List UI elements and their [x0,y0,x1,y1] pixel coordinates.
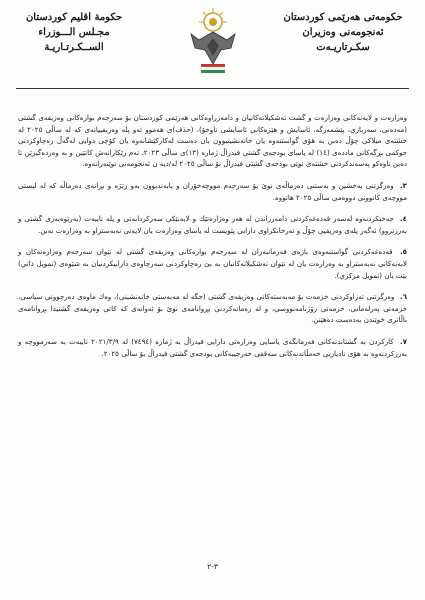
letterhead-kurdish [273,10,413,55]
letterhead-kurdish-line-1: حكومەتی هەرێمی كوردستان [283,12,403,23]
header-divider [16,88,409,89]
letterhead-arabic-line-1: حكومة اقليم كوردستان [25,12,123,23]
letterhead-arabic [14,10,134,55]
kurdistan-emblem-icon [183,4,243,76]
paragraph-number: ٦. [399,292,407,302]
paragraph [18,246,407,281]
paragraph [18,213,407,236]
paragraph-number: ٣. [399,180,407,190]
document-body [18,112,407,369]
letterhead-kurdish-line-2: ئەنجومەنی وەزیران [302,27,384,38]
paragraph-text: كاركردن بە گشتاندنەكانی فەرمانگەی یاسایی وەزارەتی دارایی فیدراڵ بە ژمارە (٧٤٩٤) لە ٢٠٢١/٣/٩ تایبەت بە سەرمووچە و بەرزكردنەوە بە هۆی نادیاریی خەمڵاندنەكانی سەقفی خەرجییەكانی بودجەی گشتی فیدراڵ بۆ ساڵی ٢٠٢٥. [18,336,407,358]
paragraph-number: ٤. [399,214,407,224]
page-number: ٣-٢ [207,562,218,571]
paragraph [18,180,407,203]
paragraph [18,112,407,170]
paragraph [18,336,407,359]
paragraph-number: ٥. [399,247,407,257]
paragraph-text: قەدەغەكردنی گواستنەوەی بازەی فەرمانبەران لە سەرجەم بوارەكانی وەزیفەی گشتی لە نێوان سەرجەم وەزارەتەكان و لایەنەكانی نەبەستراو بە وەزارەت یان لە نێوان تەشكیلاتەكانیان بە بێ رەچاوكردنی سەرچاوەی داراییكردنیان بە شێوەی (تمویل ذاتي) بێت یان (تمويل مركزي). [18,247,407,280]
paragraph [18,291,407,326]
paragraph-text: وەرگرتنی بەخشین و بەستنی دەرماڵەی نوێ بۆ سەرجەم مووچەخۆران و پابەندبوون بەو رێژە و بڕانەی دەرماڵە كە لە لیستی مووچەی كانوونی دووەمی ساڵی ٢٠٢٥ هاتووە. [18,180,407,202]
paragraph-text: وەزارەت و لایەنەكانی وەزارەت و گشت تەشكیلاتەكانیان و دامەزراوەكانی هەرێمی كوردستان بۆ سەرجەم بوارەكانی وەزیفەی گشتی (مەدەنی، سەربازی، پێشمەرگە، ئاسایش و هێزەكانی ئاسایشی ناوخۆ)، (حذف)ی هەموو ئەو پلە وەزیفیيانەی كە لە ساڵی ٢٠٢٥ لە خشتەی میلاكی چۆڵ دەبن بە هۆی گواستنەوە یان خانەنشینبوون یان دەست لەكاركێشانەوە یان كۆچی دوایی لەگەڵ رەچاوكردنی حوكمی بڕگەكانی ماددەی (١٤) لە یاسای بودجەی گشتی فیدراڵ ژمارە (١٣)ی ساڵی ٢٠٢٣. تەم رێكارانەش كاتێین و بە وەردەگیرێن تا دەبن تاوەكو پەسەندكردنی خشتەی نوێی بودجەی گشتی فیدراڵ بۆ ساڵی ٢٠٢٥ لە/دیە ن ئەنجومەنی نوێنەرانەوە. [18,113,408,169]
letterhead-arabic-line-2: مجـلس الـــوزراء [38,27,110,38]
letterhead-kurdish-line-3: سكـرتاریـەت [316,42,370,53]
letterhead-arabic-line-3: الســكـرتـاريـة [44,42,104,53]
letterhead [0,0,425,90]
paragraph-number: ٧. [399,336,407,346]
paragraph-text: جەختكردنەوە لەسەر قەدەغەكردنی دامەزراندن لە هەر وەزارەتێك و لایەنێكی سەركردایەتی و پلە تایبەت (بەرێوەبەری گشتی و بەرزتروو) ئەگەر پلەی وەزیفیی چۆڵ و تەرخانكراوی دارایی پێویست لە یاسای وەزارەت یان لایەنی نەبەستراو بە وەزارەت نەبن. [18,214,407,235]
paragraph-text: وەرگرتنی تەزاوكردنی خزمەت بۆ مەبەستەكانی وەزیفەی گشتی (جگە لە مەبەستی خانەنشینی)، وەك ماوەی دەرچوونی سیاسی، خزمەتی پەرلەمانی، خزمەتی رۆژنامەنووسی، و لە زەمانەكردنی بڕوانامەی نوێ بۆ ئەوانەی كە كاتی وەزیفەی گشتیدا بڕوانامەی باڵاتری خوێندن بەدەست دەهێنن. [18,292,407,325]
